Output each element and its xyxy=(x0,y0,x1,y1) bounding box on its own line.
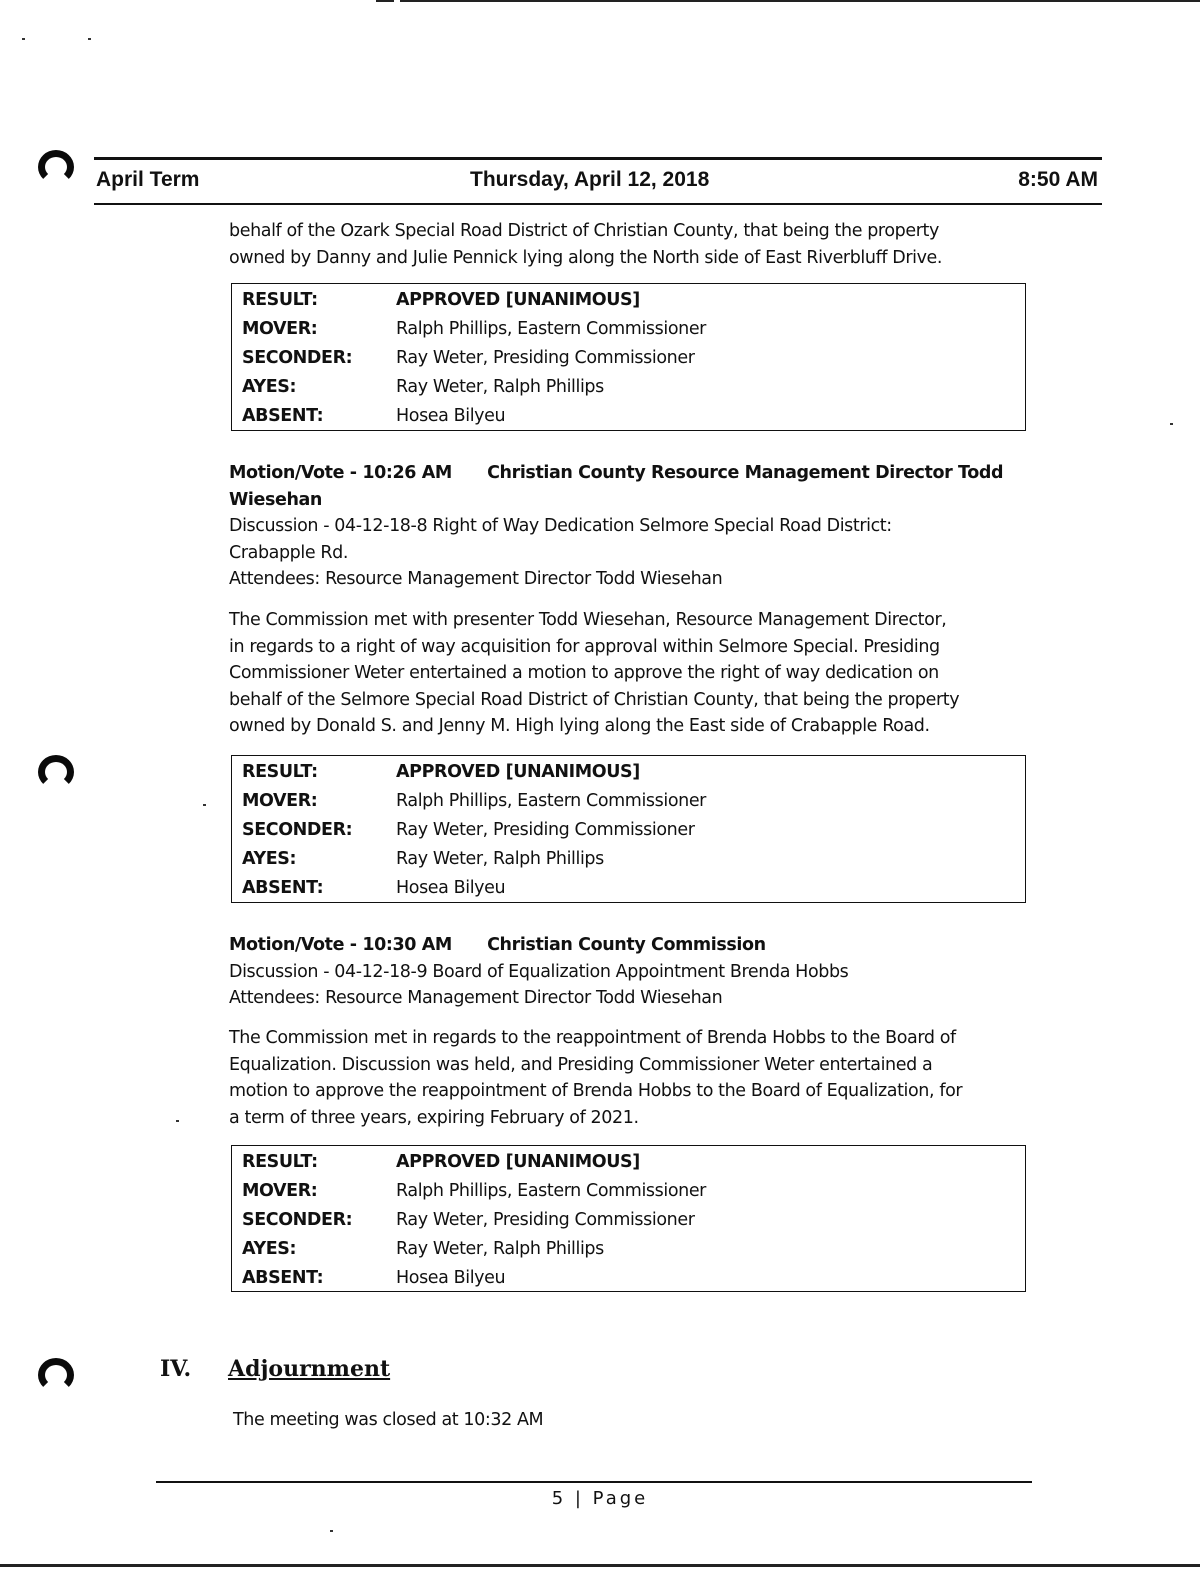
mover-value: Ralph Phillips, Eastern Commissioner xyxy=(396,1181,706,1201)
vote-row-ayes xyxy=(232,373,1025,402)
scan-speck xyxy=(176,1120,179,1122)
result-label: RESULT: xyxy=(242,762,318,782)
binder-hole-icon xyxy=(38,1358,74,1392)
text-line: behalf of the Selmore Special Road District of Christian County, that being the property xyxy=(229,689,960,710)
text-line: The Commission met in regards to the reappointment of Brenda Hobbs to the Board of xyxy=(229,1028,956,1048)
text-line: owned by Donald S. and Jenny M. High lying along the East side of Crabapple Road. xyxy=(229,716,930,736)
seconder-value: Ray Weter, Presiding Commissioner xyxy=(396,820,695,840)
mover-label: MOVER: xyxy=(242,1181,318,1201)
scan-speck xyxy=(88,38,91,40)
page-number: 5 | Page xyxy=(551,1488,649,1509)
scan-edge-top xyxy=(400,0,1200,2)
vote-row-absent xyxy=(232,1264,1025,1293)
vote-result-box xyxy=(231,1145,1026,1292)
scan-speck xyxy=(203,804,206,806)
binder-hole-icon xyxy=(38,150,74,184)
meeting-time: 8:50 AM xyxy=(1018,168,1098,191)
motion-prefix: Motion/Vote - 10:26 AM xyxy=(229,463,452,483)
section-title: Adjournment xyxy=(228,1356,391,1382)
mover-label: MOVER: xyxy=(242,791,318,811)
header-rule-top xyxy=(94,157,1102,160)
text-line: behalf of the Ozark Special Road District of Christian County, that being the property xyxy=(229,221,939,241)
absent-label: ABSENT: xyxy=(242,878,324,898)
vote-row-seconder xyxy=(232,344,1025,373)
seconder-label: SECONDER: xyxy=(242,348,353,368)
text-line: Equalization. Discussion was held, and Presiding Commissioner Weter entertained a xyxy=(229,1054,933,1075)
vote-row-absent xyxy=(232,874,1025,903)
result-value: APPROVED [UNANIMOUS] xyxy=(396,762,640,782)
vote-row-seconder xyxy=(232,816,1025,845)
vote-row-mover xyxy=(232,1177,1025,1206)
text-line: a term of three years, expiring February of 2021. xyxy=(229,1107,639,1128)
vote-row-ayes xyxy=(232,845,1025,874)
absent-value: Hosea Bilyeu xyxy=(396,1268,506,1288)
seconder-value: Ray Weter, Presiding Commissioner xyxy=(396,1210,695,1230)
motion-prefix: Motion/Vote - 10:30 AM xyxy=(229,935,452,955)
vote-row-absent xyxy=(232,402,1025,431)
header-rule-bottom xyxy=(94,203,1102,205)
result-value: APPROVED [UNANIMOUS] xyxy=(396,1152,640,1172)
text-line: The Commission met with presenter Todd Wiesehan, Resource Management Director, xyxy=(229,610,947,630)
result-value: APPROVED [UNANIMOUS] xyxy=(396,290,640,310)
attendees-line: Attendees: Resource Management Director Todd Wiesehan xyxy=(229,988,723,1008)
ayes-label: AYES: xyxy=(242,849,297,869)
discussion-line: Discussion - 04-12-18-8 Right of Way Dedication Selmore Special Road District: xyxy=(229,516,892,536)
attendees-line: Attendees: Resource Management Director Todd Wiesehan xyxy=(229,569,723,589)
closing-statement: The meeting was closed at 10:32 AM xyxy=(233,1410,544,1430)
scan-edge-bottom xyxy=(0,1564,1200,1567)
discussion-line: Crabapple Rd. xyxy=(229,542,349,563)
scan-edge-mark xyxy=(376,0,394,2)
scan-speck xyxy=(22,38,25,40)
motion-heading xyxy=(229,460,1029,593)
text-line: motion to approve the reappointment of Brenda Hobbs to the Board of Equalization, for xyxy=(229,1081,963,1101)
ayes-value: Ray Weter, Ralph Phillips xyxy=(396,377,604,397)
vote-row-result xyxy=(232,1148,1025,1177)
vote-row-mover xyxy=(232,787,1025,816)
footer-rule xyxy=(156,1481,1032,1483)
scan-speck xyxy=(330,1530,333,1532)
vote-result-box xyxy=(231,755,1026,903)
absent-label: ABSENT: xyxy=(242,406,324,426)
text-line: Commissioner Weter entertained a motion to approve the right of way dedication on xyxy=(229,663,939,683)
meeting-date: Thursday, April 12, 2018 xyxy=(470,168,710,191)
ayes-value: Ray Weter, Ralph Phillips xyxy=(396,1239,604,1259)
page-header xyxy=(96,168,1098,198)
seconder-label: SECONDER: xyxy=(242,820,353,840)
vote-row-ayes xyxy=(232,1235,1025,1264)
mover-value: Ralph Phillips, Eastern Commissioner xyxy=(396,791,706,811)
ayes-label: AYES: xyxy=(242,377,297,397)
binder-hole-icon xyxy=(38,755,74,789)
ayes-value: Ray Weter, Ralph Phillips xyxy=(396,849,604,869)
vote-row-mover xyxy=(232,315,1025,344)
continuation-paragraph xyxy=(229,218,1029,271)
absent-value: Hosea Bilyeu xyxy=(396,878,506,898)
ayes-label: AYES: xyxy=(242,1239,297,1259)
vote-result-box xyxy=(231,283,1026,431)
result-label: RESULT: xyxy=(242,290,318,310)
presenter-line: Christian County Resource Management Director Todd xyxy=(487,463,1004,483)
seconder-value: Ray Weter, Presiding Commissioner xyxy=(396,348,695,368)
term-label: April Term xyxy=(96,168,200,191)
section-number: IV. xyxy=(160,1356,192,1382)
vote-row-result xyxy=(232,286,1025,315)
vote-row-seconder xyxy=(232,1206,1025,1235)
mover-value: Ralph Phillips, Eastern Commissioner xyxy=(396,319,706,339)
vote-row-result xyxy=(232,758,1025,787)
scan-speck xyxy=(1170,423,1173,425)
discussion-line: Discussion - 04-12-18-9 Board of Equalization Appointment Brenda Hobbs xyxy=(229,961,849,982)
mover-label: MOVER: xyxy=(242,319,318,339)
motion-paragraph xyxy=(229,1025,1029,1131)
result-label: RESULT: xyxy=(242,1152,318,1172)
presenter-line: Christian County Commission xyxy=(487,935,766,955)
text-line: owned by Danny and Julie Pennick lying along the North side of East Riverbluff Drive. xyxy=(229,247,943,268)
absent-value: Hosea Bilyeu xyxy=(396,406,506,426)
motion-paragraph xyxy=(229,607,1029,740)
text-line: in regards to a right of way acquisition for approval within Selmore Special. Presiding xyxy=(229,636,940,657)
presenter-line: Wiesehan xyxy=(229,489,322,510)
seconder-label: SECONDER: xyxy=(242,1210,353,1230)
absent-label: ABSENT: xyxy=(242,1268,324,1288)
motion-heading xyxy=(229,932,1029,1012)
